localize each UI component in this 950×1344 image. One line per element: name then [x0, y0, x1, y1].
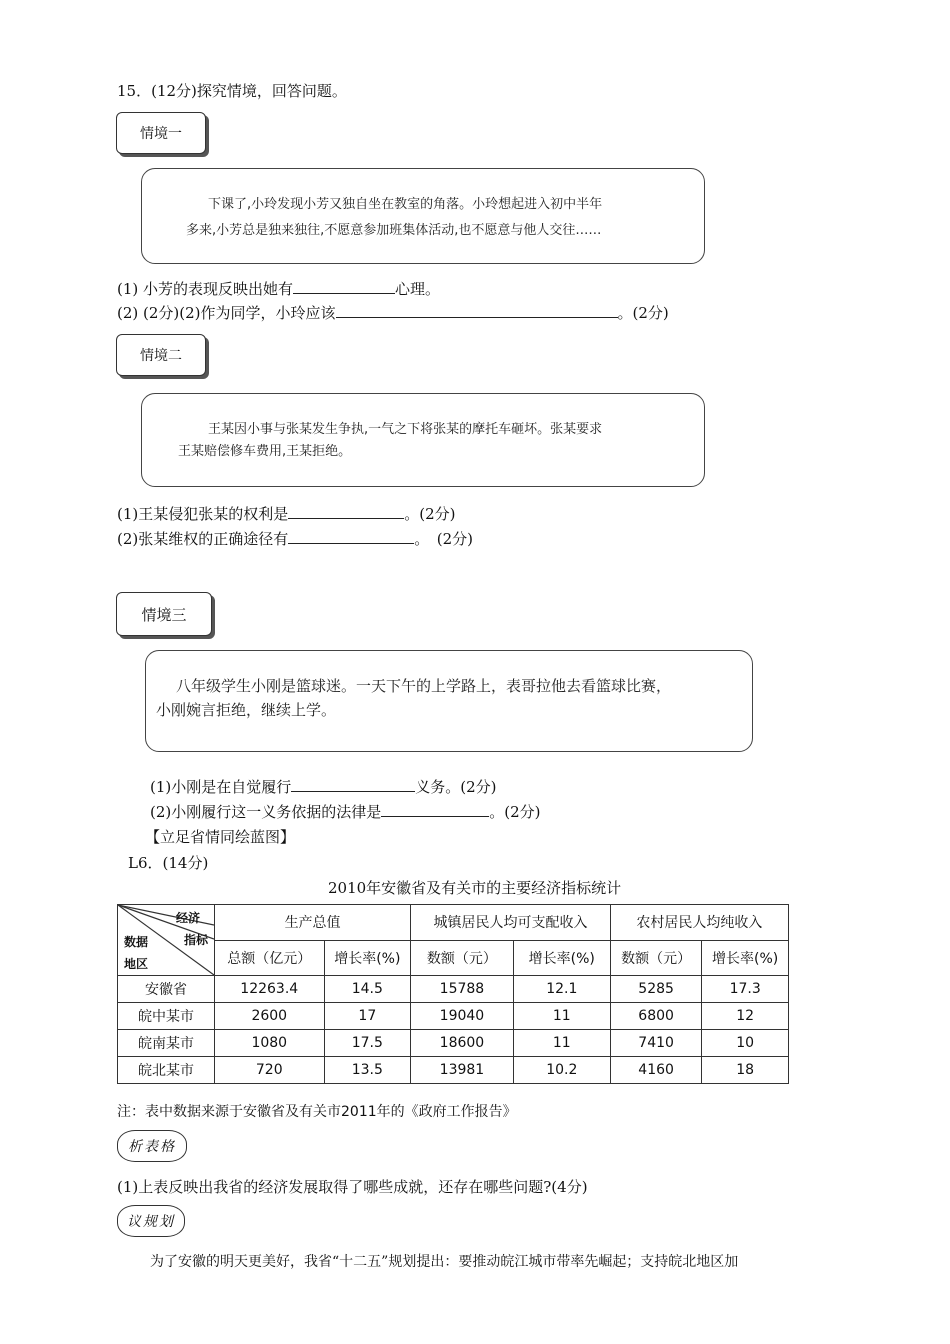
- situation1-q2-prefix: (2) (2分)(2)作为同学，小玲应该: [117, 304, 336, 322]
- subheader-urban-amount: 数额（元）: [411, 940, 514, 976]
- corner-label-right: 指标: [184, 933, 209, 947]
- row-region: 安徽省: [118, 976, 215, 1003]
- table-title: 2010年安徽省及有关市的主要经济指标统计: [328, 879, 622, 897]
- corner-label-bottom: 地区: [124, 957, 149, 971]
- row-region: 皖南某市: [118, 1030, 215, 1057]
- cell: 13.5: [324, 1057, 411, 1084]
- situation1-q1: [117, 278, 440, 299]
- cell: 4160: [610, 1057, 701, 1084]
- situation3-text-line2: 小刚婉言拒绝，继续上学。: [156, 701, 337, 719]
- cell: 2600: [215, 1003, 325, 1030]
- situation3-q2-prefix: (2)小刚履行这一义务依据的法律是: [150, 803, 382, 821]
- situation2-box: [141, 393, 705, 487]
- situation2-q2: [117, 528, 473, 549]
- economic-stats-table: [117, 904, 789, 1084]
- situation3-q1-suffix: 义务。(2分): [415, 778, 497, 796]
- row-region: 皖中某市: [118, 1003, 215, 1030]
- cell: 17: [324, 1003, 411, 1030]
- situation2-q1-blank[interactable]: [288, 504, 404, 519]
- situation2-tag: 情境二: [116, 334, 206, 376]
- table-row: [118, 1030, 789, 1057]
- situation3-q1: [150, 776, 497, 797]
- situation1-q1-suffix: 心理。: [395, 280, 441, 298]
- situation1-text-line1: 下课了,小玲发现小芳又独自坐在教室的角落。小玲想起进入初中半年: [208, 197, 603, 212]
- cell: 12263.4: [215, 976, 325, 1003]
- situation3-q2-blank[interactable]: [381, 802, 489, 817]
- subheader-rural-growth: 增长率(%): [702, 940, 789, 976]
- situation1-tag: 情境一: [116, 112, 206, 154]
- situation3-q1-blank[interactable]: [291, 777, 415, 792]
- discuss-plan-tag: 议规划: [117, 1205, 185, 1237]
- table-row: [118, 976, 789, 1003]
- situation1-q1-prefix: (1) 小芳的表现反映出她有: [117, 280, 294, 298]
- situation2-q1-suffix: 。(2分): [404, 505, 456, 523]
- situation1-text-line2: 多来,小芳总是独来独往,不愿意参加班集体活动,也不愿意与他人交往……: [186, 223, 602, 238]
- situation2-q1-prefix: (1)王某侵犯张某的权利是: [117, 505, 289, 523]
- situation2-q2-prefix: (2)张某维权的正确途径有: [117, 530, 289, 548]
- subheader-rural-amount: 数额（元）: [610, 940, 701, 976]
- cell: 7410: [610, 1030, 701, 1057]
- cell: 720: [215, 1057, 325, 1084]
- cell: 11: [513, 1003, 610, 1030]
- cell: 12: [702, 1003, 789, 1030]
- cell: 12.1: [513, 976, 610, 1003]
- situation3-tag: 情境三: [116, 592, 212, 636]
- situation2-q2-blank[interactable]: [288, 529, 414, 544]
- situation3-q2: [150, 801, 541, 822]
- analyze-question: (1)上表反映出我省的经济发展取得了哪些成就，还存在哪些问题?(4分): [117, 1178, 588, 1196]
- situation3-q1-prefix: (1)小刚是在自觉履行: [150, 778, 292, 796]
- situation1-q1-blank[interactable]: [293, 279, 395, 294]
- situation1-q2-suffix: 。(2分): [617, 304, 669, 322]
- cell: 15788: [411, 976, 514, 1003]
- cell: 19040: [411, 1003, 514, 1030]
- situation1-q2: [117, 302, 669, 323]
- situation3-box: [145, 650, 753, 752]
- q16-heading: L6．(14分): [128, 854, 209, 872]
- corner-label-mid: 数据: [124, 935, 149, 949]
- group-header-gdp: 生产总值: [215, 905, 411, 941]
- situation2-text-line2: 王某赔偿修车费用,王某拒绝。: [178, 444, 352, 459]
- situation3-q2-suffix: 。(2分): [489, 803, 541, 821]
- situation3-text-line1: 八年级学生小刚是篮球迷。一天下午的上学路上，表哥拉他去看篮球比赛，: [176, 677, 672, 695]
- cell: 18: [702, 1057, 789, 1084]
- group-header-rural-income: 农村居民人均纯收入: [610, 905, 788, 941]
- plan-text: 为了安徽的明天更美好，我省“十二五”规划提出：要推动皖江城市带率先崛起；支持皖北地区加: [150, 1254, 739, 1270]
- table-row: [118, 1003, 789, 1030]
- cell: 10.2: [513, 1057, 610, 1084]
- situation1-box: [141, 168, 705, 264]
- situation1-q2-blank[interactable]: [336, 303, 618, 318]
- cell: 5285: [610, 976, 701, 1003]
- subheader-urban-growth: 增长率(%): [513, 940, 610, 976]
- row-region: 皖北某市: [118, 1057, 215, 1084]
- cell: 17.5: [324, 1030, 411, 1057]
- situation2-text-line1: 王某因小事与张某发生争执,一气之下将张某的摩托车砸坏。张某要求: [208, 422, 603, 437]
- table-corner-cell: [118, 905, 215, 976]
- cell: 11: [513, 1030, 610, 1057]
- cell: 6800: [610, 1003, 701, 1030]
- situation2-q1: [117, 503, 456, 524]
- cell: 13981: [411, 1057, 514, 1084]
- subheader-gdp-total: 总额（亿元）: [215, 940, 325, 976]
- q15-heading: 15．(12分)探究情境，回答问题。: [117, 82, 347, 100]
- cell: 10: [702, 1030, 789, 1057]
- cell: 17.3: [702, 976, 789, 1003]
- table-note: 注：表中数据来源于安徽省及有关市2011年的《政府工作报告》: [117, 1104, 517, 1120]
- table-row: [118, 1057, 789, 1084]
- corner-label-top: 经济: [176, 911, 201, 925]
- situation2-q2-suffix: 。 (2分): [414, 530, 473, 548]
- cell: 14.5: [324, 976, 411, 1003]
- analyze-table-tag: 析表格: [117, 1130, 187, 1162]
- section-title: 【立足省情同绘蓝图】: [145, 828, 296, 846]
- cell: 1080: [215, 1030, 325, 1057]
- cell: 18600: [411, 1030, 514, 1057]
- subheader-gdp-growth: 增长率(%): [324, 940, 411, 976]
- group-header-urban-income: 城镇居民人均可支配收入: [411, 905, 611, 941]
